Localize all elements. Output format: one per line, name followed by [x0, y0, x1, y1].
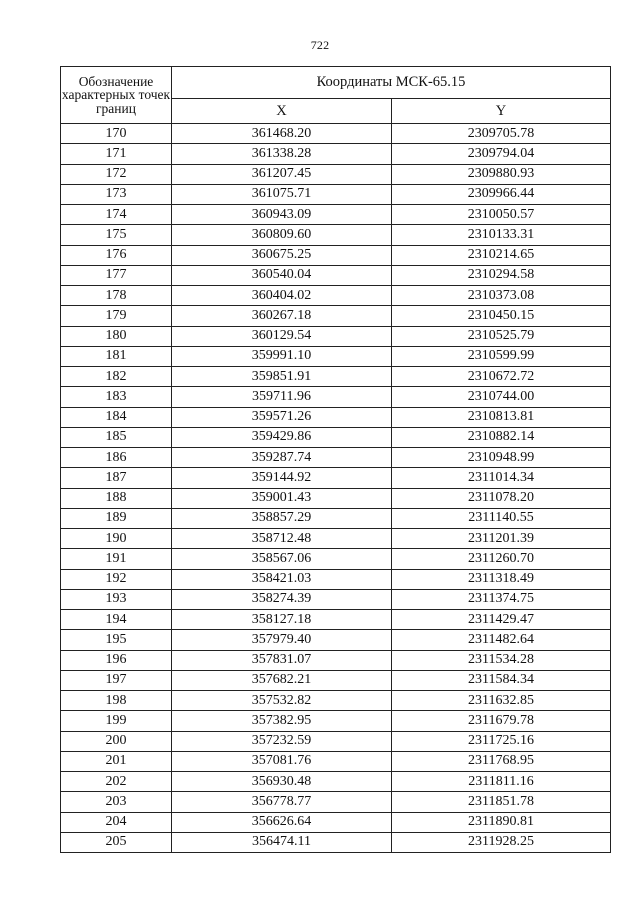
y-coordinate-cell: 2310294.58 — [392, 265, 611, 285]
table-row — [61, 184, 611, 204]
x-coordinate-cell: 359571.26 — [172, 407, 392, 427]
y-coordinate-cell: 2310948.99 — [392, 448, 611, 468]
x-coordinate-cell: 359851.91 — [172, 367, 392, 387]
point-id-cell: 183 — [61, 387, 172, 407]
table-row — [61, 387, 611, 407]
table-row — [61, 589, 611, 609]
point-id-cell: 196 — [61, 650, 172, 670]
x-coordinate-cell: 357081.76 — [172, 751, 392, 771]
x-coordinate-cell: 358274.39 — [172, 589, 392, 609]
x-coordinate-cell: 360404.02 — [172, 286, 392, 306]
x-coordinate-cell: 357831.07 — [172, 650, 392, 670]
table-row — [61, 448, 611, 468]
x-coordinate-cell: 358712.48 — [172, 529, 392, 549]
y-coordinate-cell: 2309966.44 — [392, 184, 611, 204]
table-row — [61, 529, 611, 549]
table-row — [61, 286, 611, 306]
point-id-cell: 179 — [61, 306, 172, 326]
table-row — [61, 427, 611, 447]
y-coordinate-cell: 2311928.25 — [392, 832, 611, 852]
x-coordinate-cell: 358857.29 — [172, 508, 392, 528]
header-y: Y — [392, 98, 611, 123]
point-id-cell: 175 — [61, 225, 172, 245]
point-id-cell: 182 — [61, 367, 172, 387]
table-row — [61, 326, 611, 346]
y-coordinate-cell: 2310373.08 — [392, 286, 611, 306]
table-row — [61, 751, 611, 771]
point-id-cell: 170 — [61, 124, 172, 144]
header-point-designation: Обозначение характерных точек границ — [61, 67, 172, 124]
table-row — [61, 812, 611, 832]
table-row — [61, 569, 611, 589]
page-number: 722 — [310, 38, 330, 52]
y-coordinate-cell: 2310672.72 — [392, 367, 611, 387]
table-row — [61, 205, 611, 225]
y-coordinate-cell: 2311014.34 — [392, 468, 611, 488]
y-coordinate-cell: 2311374.75 — [392, 589, 611, 609]
table-row — [61, 124, 611, 144]
point-id-cell: 172 — [61, 164, 172, 184]
y-coordinate-cell: 2311260.70 — [392, 549, 611, 569]
y-coordinate-cell: 2311534.28 — [392, 650, 611, 670]
y-coordinate-cell: 2311890.81 — [392, 812, 611, 832]
point-id-cell: 173 — [61, 184, 172, 204]
x-coordinate-cell: 357979.40 — [172, 630, 392, 650]
point-id-cell: 180 — [61, 326, 172, 346]
x-coordinate-cell: 360943.09 — [172, 205, 392, 225]
table-row — [61, 792, 611, 812]
table-header — [61, 67, 611, 124]
x-coordinate-cell: 360129.54 — [172, 326, 392, 346]
header-row-top — [61, 67, 611, 99]
coordinates-table — [60, 66, 611, 853]
table-row — [61, 650, 611, 670]
y-coordinate-cell: 2309794.04 — [392, 144, 611, 164]
x-coordinate-cell: 360675.25 — [172, 245, 392, 265]
table-row — [61, 468, 611, 488]
y-coordinate-cell: 2309705.78 — [392, 124, 611, 144]
table-row — [61, 772, 611, 792]
point-id-cell: 198 — [61, 691, 172, 711]
table-row — [61, 508, 611, 528]
y-coordinate-cell: 2311632.85 — [392, 691, 611, 711]
table-row — [61, 832, 611, 852]
x-coordinate-cell: 357682.21 — [172, 670, 392, 690]
point-id-cell: 199 — [61, 711, 172, 731]
table-row — [61, 630, 611, 650]
y-coordinate-cell: 2311768.95 — [392, 751, 611, 771]
x-coordinate-cell: 357382.95 — [172, 711, 392, 731]
x-coordinate-cell: 360267.18 — [172, 306, 392, 326]
x-coordinate-cell: 359001.43 — [172, 488, 392, 508]
table-row — [61, 346, 611, 366]
table-row — [61, 265, 611, 285]
x-coordinate-cell: 358421.03 — [172, 569, 392, 589]
x-coordinate-cell: 356930.48 — [172, 772, 392, 792]
x-coordinate-cell: 359429.86 — [172, 427, 392, 447]
x-coordinate-cell: 361468.20 — [172, 124, 392, 144]
point-id-cell: 191 — [61, 549, 172, 569]
y-coordinate-cell: 2310744.00 — [392, 387, 611, 407]
point-id-cell: 193 — [61, 589, 172, 609]
x-coordinate-cell: 356778.77 — [172, 792, 392, 812]
table-row — [61, 144, 611, 164]
y-coordinate-cell: 2309880.93 — [392, 164, 611, 184]
x-coordinate-cell: 359711.96 — [172, 387, 392, 407]
table-row — [61, 610, 611, 630]
point-id-cell: 189 — [61, 508, 172, 528]
point-id-cell: 195 — [61, 630, 172, 650]
y-coordinate-cell: 2310450.15 — [392, 306, 611, 326]
y-coordinate-cell: 2310525.79 — [392, 326, 611, 346]
x-coordinate-cell: 356626.64 — [172, 812, 392, 832]
y-coordinate-cell: 2311482.64 — [392, 630, 611, 650]
y-coordinate-cell: 2310050.57 — [392, 205, 611, 225]
y-coordinate-cell: 2311725.16 — [392, 731, 611, 751]
table-row — [61, 225, 611, 245]
x-coordinate-cell: 361207.45 — [172, 164, 392, 184]
x-coordinate-cell: 360540.04 — [172, 265, 392, 285]
y-coordinate-cell: 2311318.49 — [392, 569, 611, 589]
y-coordinate-cell: 2311429.47 — [392, 610, 611, 630]
point-id-cell: 186 — [61, 448, 172, 468]
y-coordinate-cell: 2311811.16 — [392, 772, 611, 792]
point-id-cell: 190 — [61, 529, 172, 549]
point-id-cell: 205 — [61, 832, 172, 852]
point-id-cell: 185 — [61, 427, 172, 447]
point-id-cell: 187 — [61, 468, 172, 488]
y-coordinate-cell: 2311078.20 — [392, 488, 611, 508]
table-row — [61, 164, 611, 184]
point-id-cell: 188 — [61, 488, 172, 508]
point-id-cell: 203 — [61, 792, 172, 812]
table-row — [61, 731, 611, 751]
x-coordinate-cell: 361075.71 — [172, 184, 392, 204]
header-coordinates-group: Координаты МСК-65.15 — [172, 67, 611, 99]
x-coordinate-cell: 360809.60 — [172, 225, 392, 245]
point-id-cell: 204 — [61, 812, 172, 832]
table-row — [61, 549, 611, 569]
x-coordinate-cell: 359991.10 — [172, 346, 392, 366]
y-coordinate-cell: 2310882.14 — [392, 427, 611, 447]
table-body — [61, 124, 611, 853]
point-id-cell: 174 — [61, 205, 172, 225]
y-coordinate-cell: 2310133.31 — [392, 225, 611, 245]
x-coordinate-cell: 356474.11 — [172, 832, 392, 852]
point-id-cell: 202 — [61, 772, 172, 792]
point-id-cell: 184 — [61, 407, 172, 427]
x-coordinate-cell: 358567.06 — [172, 549, 392, 569]
table-row — [61, 711, 611, 731]
point-id-cell: 201 — [61, 751, 172, 771]
header-x: X — [172, 98, 392, 123]
table-row — [61, 670, 611, 690]
point-id-cell: 178 — [61, 286, 172, 306]
x-coordinate-cell: 361338.28 — [172, 144, 392, 164]
point-id-cell: 176 — [61, 245, 172, 265]
y-coordinate-cell: 2310813.81 — [392, 407, 611, 427]
x-coordinate-cell: 359144.92 — [172, 468, 392, 488]
point-id-cell: 192 — [61, 569, 172, 589]
y-coordinate-cell: 2311851.78 — [392, 792, 611, 812]
y-coordinate-cell: 2311201.39 — [392, 529, 611, 549]
y-coordinate-cell: 2310214.65 — [392, 245, 611, 265]
point-id-cell: 171 — [61, 144, 172, 164]
y-coordinate-cell: 2311584.34 — [392, 670, 611, 690]
table-row — [61, 306, 611, 326]
x-coordinate-cell: 358127.18 — [172, 610, 392, 630]
y-coordinate-cell: 2310599.99 — [392, 346, 611, 366]
point-id-cell: 197 — [61, 670, 172, 690]
table-row — [61, 488, 611, 508]
x-coordinate-cell: 357232.59 — [172, 731, 392, 751]
point-id-cell: 181 — [61, 346, 172, 366]
x-coordinate-cell: 359287.74 — [172, 448, 392, 468]
point-id-cell: 177 — [61, 265, 172, 285]
point-id-cell: 194 — [61, 610, 172, 630]
table-row — [61, 407, 611, 427]
y-coordinate-cell: 2311679.78 — [392, 711, 611, 731]
table-row — [61, 367, 611, 387]
x-coordinate-cell: 357532.82 — [172, 691, 392, 711]
point-id-cell: 200 — [61, 731, 172, 751]
table-row — [61, 691, 611, 711]
y-coordinate-cell: 2311140.55 — [392, 508, 611, 528]
table-row — [61, 245, 611, 265]
